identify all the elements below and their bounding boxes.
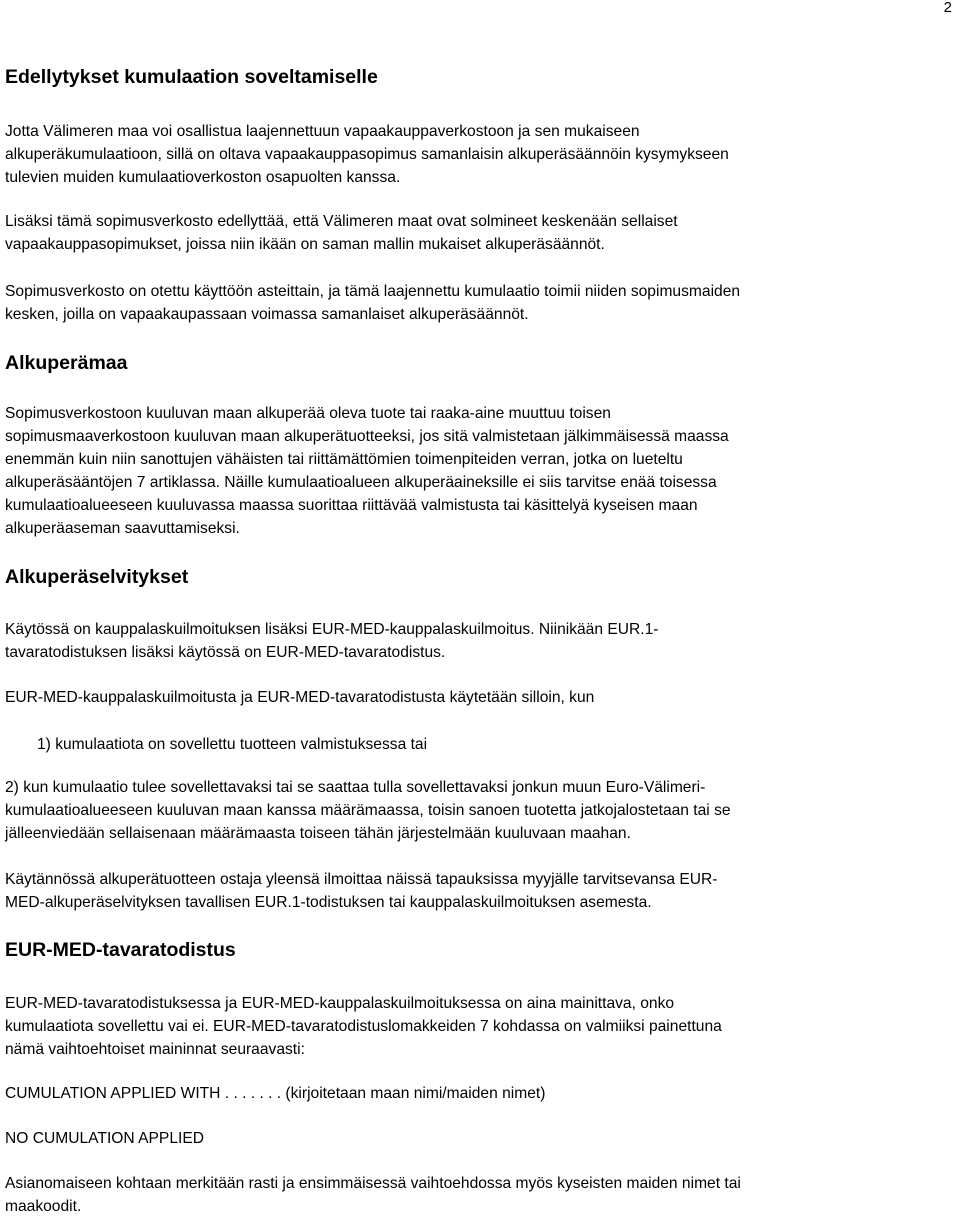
paragraph-line: Lisäksi tämä sopimusverkosto edellyttää, että Välimeren maat ovat solmineet keskenään sellaiset: [5, 213, 678, 230]
paragraph-line: alkuperäkumulaatioon, sillä on oltava vapaakauppasopimus samanlaisin alkuperäsäännöin kysymykseen: [5, 146, 729, 163]
paragraph-line: Käytössä on kauppalaskuilmoituksen lisäksi EUR-MED-kauppalaskuilmoitus. Niinikään EUR.1-: [5, 621, 659, 638]
paragraph-line: kumulaatiota sovellettu vai ei. EUR-MED-tavaratodistuslomakkeiden 7 kohdassa on valmiiksi painettuna: [5, 1018, 722, 1035]
paragraph-line: alkuperäaseman saavuttamiseksi.: [5, 520, 240, 537]
paragraph-line: nämä vaihtoehtoiset maininnat seuraavasti:: [5, 1041, 305, 1058]
paragraph-line: Sopimusverkostoon kuuluvan maan alkuperää oleva tuote tai raaka-aine muuttuu toisen: [5, 405, 611, 422]
paragraph-line: maakoodit.: [5, 1198, 82, 1215]
section-heading-origin-proofs: Alkuperäselvitykset: [5, 566, 189, 588]
paragraph-line: sopimusmaaverkostoon kuuluvan maan alkuperätuotteeksi, jos sitä valmistetaan jälkimmäisessä maassa: [5, 428, 729, 445]
section-heading-origin-country: Alkuperämaa: [5, 352, 128, 374]
option-no-cumulation: NO CUMULATION APPLIED: [5, 1130, 205, 1147]
list-item-2-line: jälleenviedään sellaisenaan määrämaasta toiseen tähän järjestelmään kuuluvaan maahan.: [5, 825, 631, 842]
option-cumulation-applied: CUMULATION APPLIED WITH . . . . . . . (kirjoitetaan maan nimi/maiden nimet): [5, 1085, 546, 1102]
section-heading-conditions: Edellytykset kumulaation soveltamiselle: [5, 66, 378, 88]
paragraph-line: vapaakauppasopimukset, joissa niin ikään on saman mallin mukaiset alkuperäsäännöt.: [5, 236, 605, 253]
paragraph-line: enemmän kuin niin sanottujen vähäisten tai riittämättömien toimenpiteiden verran, jotka on lueteltu: [5, 451, 683, 468]
paragraph-line: Asianomaiseen kohtaan merkitään rasti ja ensimmäisessä vaihtoehdossa myös kyseisten maiden nimet tai: [5, 1175, 741, 1192]
paragraph-line: EUR-MED-kauppalaskuilmoitusta ja EUR-MED-tavaratodistusta käytetään silloin, kun: [5, 689, 595, 706]
paragraph-line: Käytännössä alkuperätuotteen ostaja yleensä ilmoittaa näissä tapauksissa myyjälle tarvitsevansa EUR-: [5, 871, 718, 888]
paragraph-line: Sopimusverkosto on otettu käyttöön asteittain, ja tämä laajennettu kumulaatio toimii niiden sopimusmaiden: [5, 283, 741, 300]
paragraph-line: Jotta Välimeren maa voi osallistua laajennettuun vapaakauppaverkostoon ja sen mukaiseen: [5, 123, 640, 140]
section-heading-eur-med-certificate: EUR-MED-tavaratodistus: [5, 939, 236, 961]
paragraph-line: kumulaatioalueeseen kuuluvassa maassa suorittaa riittävää valmistusta tai käsittelyä kyseisen maan: [5, 497, 698, 514]
list-item-2-line: 2) kun kumulaatio tulee sovellettavaksi tai se saattaa tulla sovellettavaksi jonkun muun Euro-Välimeri-: [5, 779, 706, 796]
paragraph-line: tulevien muiden kumulaatioverkoston osapuolten kanssa.: [5, 169, 401, 186]
paragraph-line: kesken, joilla on vapaakaupassaan voimassa samanlaiset alkuperäsäännöt.: [5, 306, 529, 323]
paragraph-line: alkuperäsääntöjen 7 artiklassa. Näille kumulaatioalueen alkuperäaineksille ei siis tarvitse enää toisessa: [5, 474, 717, 491]
paragraph-line: EUR-MED-tavaratodistuksessa ja EUR-MED-kauppalaskuilmoituksessa on aina mainittava, onko: [5, 995, 675, 1012]
list-item-1: 1) kumulaatiota on sovellettu tuotteen valmistuksessa tai: [37, 736, 428, 753]
list-item-2-line: kumulaatioalueeseen kuuluvan maan kanssa määrämaassa, toisin sanoen tuotetta jatkojalostetaan tai se: [5, 802, 731, 819]
paragraph-line: tavaratodistuksen lisäksi käytössä on EUR-MED-tavaratodistus.: [5, 644, 446, 661]
paragraph-line: MED-alkuperäselvityksen tavallisen EUR.1-todistuksen tai kauppalaskuilmoituksen asemesta.: [5, 894, 652, 911]
page-number: 2: [943, 0, 952, 16]
